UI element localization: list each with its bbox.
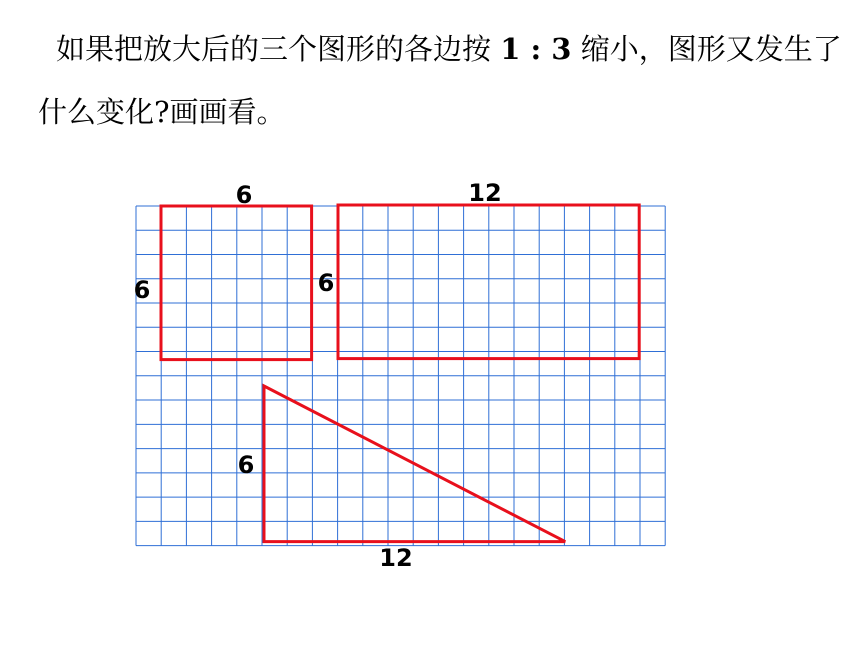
rectangle-left-label: 6	[317, 269, 335, 297]
scale-ratio: 1 : 3	[500, 32, 572, 66]
square-top-label: 6	[235, 181, 253, 209]
rectangle-top-label: 12	[468, 179, 502, 207]
triangle-shape	[264, 386, 565, 542]
triangle-base-label: 12	[379, 544, 413, 572]
triangle-height-label: 6	[237, 451, 255, 479]
square-left-label: 6	[133, 276, 151, 304]
grid-lines	[133, 206, 665, 546]
question-part1: 如果把放大后的三个图形的各边按	[56, 32, 492, 66]
question-part2: 缩小，图形又发生了什么变化?画画看。	[38, 32, 842, 129]
